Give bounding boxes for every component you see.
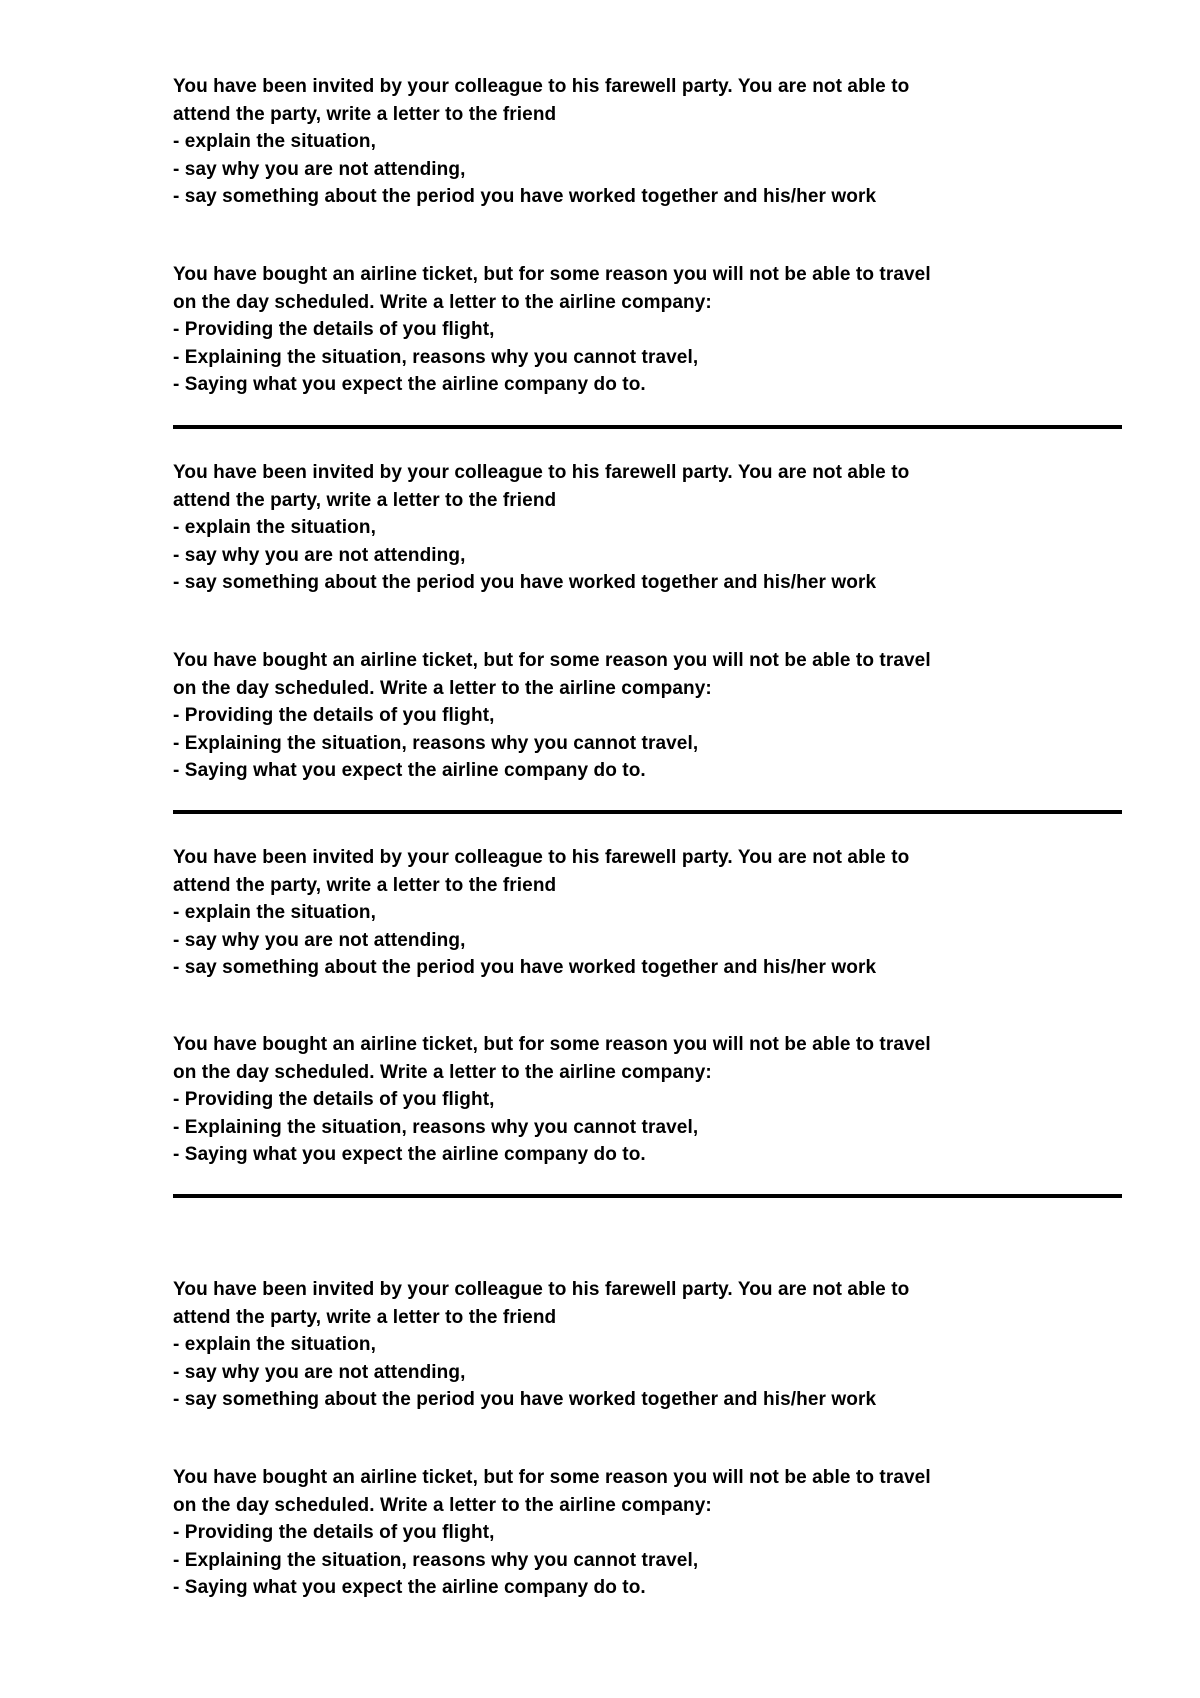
prompt-line: You have been invited by your colleague to his farewell party. You are not able to xyxy=(173,847,910,868)
prompt-bullet: - explain the situation, xyxy=(173,517,376,538)
prompt-bullet: - say why you are not attending, xyxy=(173,1361,466,1383)
prompt-line: on the day scheduled. Write a letter to the airline company: xyxy=(173,677,712,699)
cut-line-divider xyxy=(173,1194,1122,1198)
prompt-bullet: - say something about the period you have worked together and his/her work xyxy=(173,186,877,207)
prompt-bullet: - Explaining the situation, reasons why you cannot travel, xyxy=(173,1116,699,1138)
prompt-bullet: - say something about the period you have worked together and his/her work xyxy=(173,957,877,978)
prompt-line: on the day scheduled. Write a letter to the airline company: xyxy=(173,1061,712,1083)
prompt-bullet: - Providing the details of you flight, xyxy=(173,1522,495,1543)
prompt-line: You have been invited by your colleague to his farewell party. You are not able to xyxy=(173,1279,910,1300)
prompt-bullet: - Saying what you expect the airline company do to. xyxy=(173,374,646,395)
prompt-line: attend the party, write a letter to the friend xyxy=(173,489,557,511)
prompt-line: You have bought an airline ticket, but for some reason you will not be able to travel xyxy=(173,650,931,671)
airline-prompt xyxy=(173,261,1073,399)
prompt-bullet: - explain the situation, xyxy=(173,1334,376,1355)
airline-prompt xyxy=(173,1031,1073,1169)
prompt-line: You have bought an airline ticket, but for some reason you will not be able to travel xyxy=(173,1467,931,1488)
cut-line-divider xyxy=(173,425,1122,429)
prompt-line: attend the party, write a letter to the friend xyxy=(173,103,557,125)
airline-prompt xyxy=(173,1464,1073,1602)
prompt-bullet: - Saying what you expect the airline company do to. xyxy=(173,1577,646,1598)
prompt-line: You have been invited by your colleague to his farewell party. You are not able to xyxy=(173,462,910,483)
prompt-bullet: - Providing the details of you flight, xyxy=(173,705,495,726)
prompt-bullet: - Explaining the situation, reasons why you cannot travel, xyxy=(173,1549,699,1571)
airline-prompt xyxy=(173,647,1073,785)
prompt-line: You have bought an airline ticket, but for some reason you will not be able to travel xyxy=(173,1034,931,1055)
prompt-bullet: - Saying what you expect the airline company do to. xyxy=(173,1144,646,1165)
prompt-line: You have bought an airline ticket, but for some reason you will not be able to travel xyxy=(173,264,931,285)
prompt-bullet: - say something about the period you have worked together and his/her work xyxy=(173,1389,877,1410)
cut-line-divider xyxy=(173,810,1122,814)
prompt-bullet: - explain the situation, xyxy=(173,902,376,923)
prompt-line: on the day scheduled. Write a letter to the airline company: xyxy=(173,291,712,313)
prompt-bullet: - Explaining the situation, reasons why you cannot travel, xyxy=(173,346,699,368)
prompt-bullet: - Saying what you expect the airline company do to. xyxy=(173,760,646,781)
prompt-bullet: - Providing the details of you flight, xyxy=(173,319,495,340)
invitation-prompt xyxy=(173,73,1073,211)
prompt-bullet: - explain the situation, xyxy=(173,131,376,152)
invitation-prompt xyxy=(173,844,1073,982)
prompt-line: on the day scheduled. Write a letter to the airline company: xyxy=(173,1494,712,1516)
prompt-bullet: - say why you are not attending, xyxy=(173,158,466,180)
prompt-bullet: - say something about the period you have worked together and his/her work xyxy=(173,572,877,593)
invitation-prompt xyxy=(173,459,1073,597)
prompt-bullet: - say why you are not attending, xyxy=(173,544,466,566)
prompt-line: You have been invited by your colleague to his farewell party. You are not able to xyxy=(173,76,910,97)
prompt-bullet: - say why you are not attending, xyxy=(173,929,466,951)
invitation-prompt xyxy=(173,1276,1073,1414)
prompt-bullet: - Providing the details of you flight, xyxy=(173,1089,495,1110)
prompt-bullet: - Explaining the situation, reasons why you cannot travel, xyxy=(173,732,699,754)
prompt-line: attend the party, write a letter to the friend xyxy=(173,1306,557,1328)
prompt-line: attend the party, write a letter to the friend xyxy=(173,874,557,896)
